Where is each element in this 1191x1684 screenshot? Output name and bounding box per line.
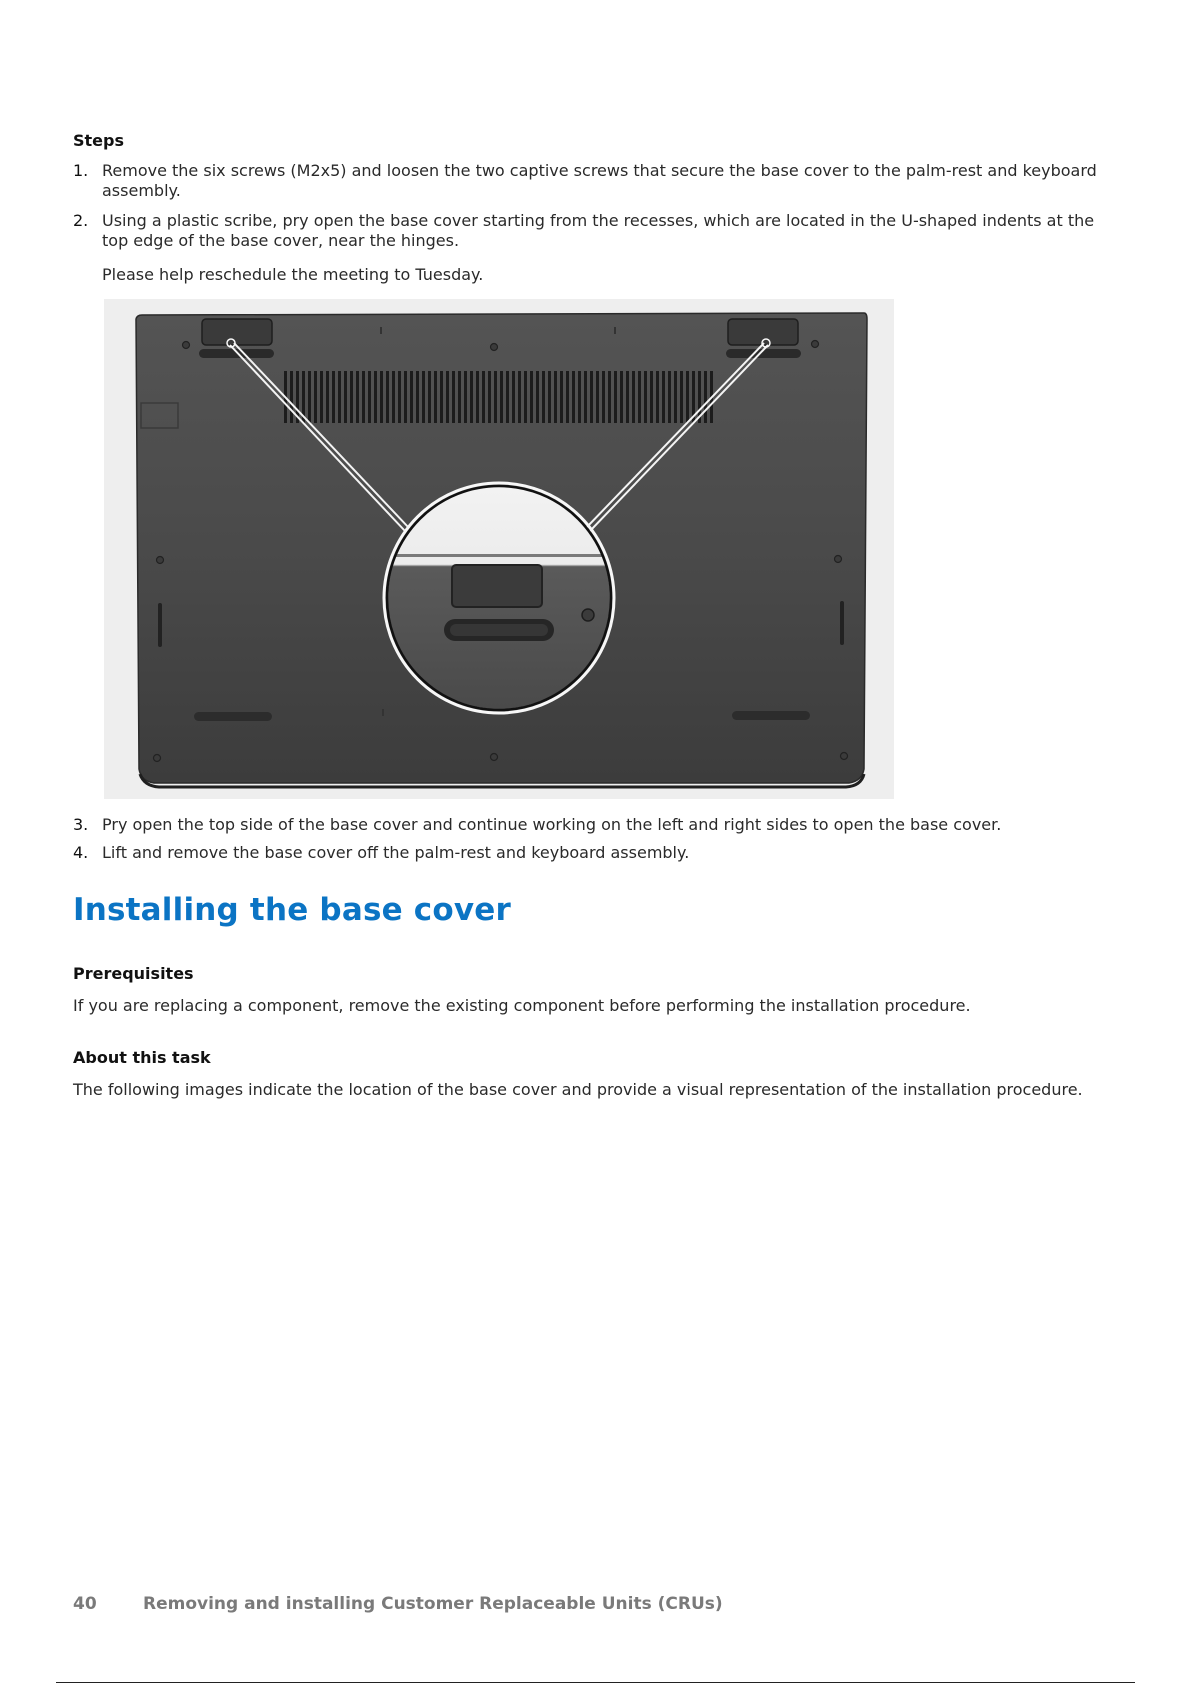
section-title: Installing the base cover: [73, 892, 512, 928]
step-number: 1.: [73, 161, 89, 180]
step-text: Using a plastic scribe, pry open the base cover starting from the recesses, which are located in the U-shaped indents at the top edge of the base cover, near the hinges.: [102, 211, 1095, 250]
step-number: 2.: [73, 211, 89, 230]
hinge-zoom-callout: [384, 483, 614, 713]
step-note: Please help reschedule the meeting to Tuesday.: [102, 265, 484, 284]
step-text: Pry open the top side of the base cover and continue working on the left and right sides to open the base cover.: [102, 815, 1002, 834]
step-number: 4.: [73, 843, 89, 862]
laptop-bottom-illustration: [104, 299, 894, 799]
page-number: 40: [73, 1594, 97, 1614]
prerequisites-heading: Prerequisites: [73, 964, 194, 983]
base-cover-figure: [104, 299, 894, 799]
step-text: Remove the six screws (M2x5) and loosen the two captive screws that secure the base cover to the palm-rest and keyboard assembly.: [102, 161, 1097, 200]
steps-heading: Steps: [73, 131, 124, 150]
about-task-heading: About this task: [73, 1048, 211, 1067]
step-text: Lift and remove the base cover off the palm-rest and keyboard assembly.: [102, 843, 690, 862]
footer-chapter-title: Removing and installing Customer Replaceable Units (CRUs): [143, 1594, 723, 1614]
left-hinge: [202, 319, 272, 345]
prerequisites-text: If you are replacing a component, remove the existing component before performing the installation procedure.: [73, 996, 971, 1015]
step-number: 3.: [73, 815, 89, 834]
footer-rule: [56, 1682, 1135, 1683]
about-task-text: The following images indicate the location of the base cover and provide a visual representation of the installation procedure.: [73, 1080, 1083, 1099]
vent-grille: [284, 371, 716, 423]
